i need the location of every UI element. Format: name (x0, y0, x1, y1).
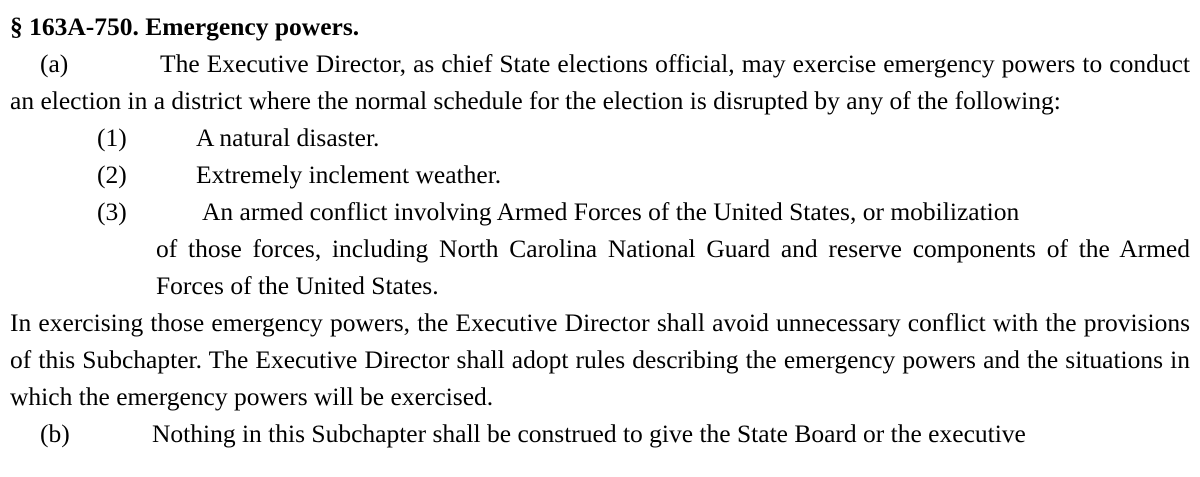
list-item-text: Extremely inclement weather. (196, 160, 502, 189)
closing-paragraph: In exercising those emergency powers, the Executive Director shall avoid unnecessary conflict with the provisions of this Subchapter. The Executive Director shall adopt rules describing the emergency powers and the situations in which the emergency powers will be exercised. (10, 308, 1190, 411)
subsection-a-marker: (a) (40, 49, 69, 78)
list-item-3-continuation: of those forces, including North Carolina National Guard and reserve components of the Armed Forces of the United States. (156, 234, 1190, 300)
section-heading: § 163A-750. Emergency powers. (10, 12, 360, 41)
subsection-a-text: The Executive Director, as chief State elections official, may exercise emergency powers to conduct an election in a district where the normal schedule for the election is disrupted by any of the following: (10, 49, 1190, 115)
list-item-2 (10, 156, 1190, 193)
subsection-a (10, 45, 1190, 119)
list-item-text-first-line: An armed conflict involving Armed Forces of the United States, or mobilization (202, 197, 1020, 226)
list-item-number: (1) (97, 123, 127, 152)
list-item-number: (2) (97, 160, 127, 189)
list-item-3 (10, 193, 1190, 230)
list-item-text: A natural disaster. (196, 123, 380, 152)
list-item-1 (10, 119, 1190, 156)
subsection-b-text: Nothing in this Subchapter shall be construed to give the State Board or the executive (152, 419, 1026, 448)
subsection-b-marker: (b) (40, 419, 70, 448)
subsection-b-cutoff (10, 415, 1190, 452)
list-item-number: (3) (97, 197, 127, 226)
statute-document (10, 8, 1190, 452)
